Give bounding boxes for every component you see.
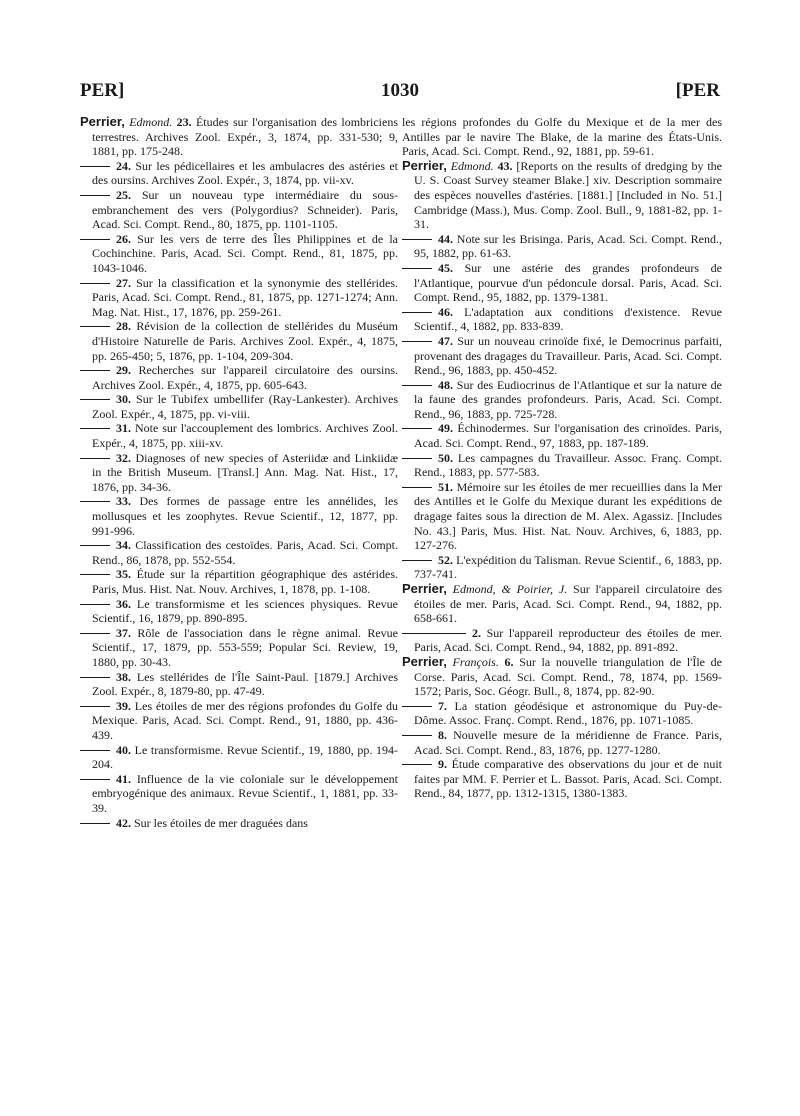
- entry-number: 42.: [116, 815, 131, 830]
- entry-text: Sur la classification et la synonymie des stellérides. Paris, Acad. Sci. Compt. Rend., 81, 1875, pp. 1271-1274; Ann. Mag. Nat. Hist., 17, 1876, pp. 259-261.: [92, 275, 398, 319]
- entry-text: Nouvelle mesure de la méridienne de France. Paris, Acad. Sci. Compt. Rend., 83, 1876, pp. 1277-1280.: [414, 727, 723, 757]
- entry-number: 30.: [116, 392, 131, 407]
- entry-number: 31.: [116, 421, 131, 436]
- left-column: [80, 115, 398, 830]
- ditto-rule: [80, 501, 110, 502]
- ditto-rule: [402, 458, 432, 459]
- entry-text: Études sur l'organisation des lombriciens terrestres. Archives Zool. Expér., 3, 1874, pp. 331-530; 9, 1881, pp. 175-248.: [92, 115, 399, 159]
- entry-number: 47.: [438, 333, 453, 348]
- entry-number: 26.: [116, 231, 131, 246]
- entry-number: 39.: [116, 698, 131, 713]
- page-number: 1030: [381, 80, 419, 101]
- entry-number: 34.: [116, 538, 131, 553]
- entry-text: Recherches sur l'appareil circulatoire des oursins. Archives Zool. Expér., 4, 1875, pp. 605-643.: [92, 363, 399, 392]
- ditto-rule: [402, 268, 432, 269]
- bibliography-entry: [80, 494, 398, 538]
- bibliography-entry: [402, 626, 722, 655]
- entry-text: Note sur les Brisinga. Paris, Acad. Sci. Compt. Rend., 95, 1882, pp. 61-63.: [414, 231, 722, 261]
- entry-text: Note sur l'accouplement des lombrics. Archives Zool. Expér., 4, 1875, pp. xiii-xv.: [92, 421, 398, 451]
- entry-text: Sur l'appareil reproducteur des étoiles de mer. Paris, Acad. Sci. Compt. Rend., 94, 1882, pp. 891-892.: [414, 625, 723, 655]
- entry-number: 49.: [438, 421, 453, 436]
- entry-text: Sur un nouveau crinoïde fixé, le Democrinus parfaiti, provenant des dragages du Travailleur. Paris, Acad. Sci. Compt. Rend., 96, 1883, pp. 450-452.: [414, 333, 722, 378]
- ditto-rule: [80, 195, 110, 196]
- bibliography-entry: [402, 699, 722, 728]
- ditto-rule: [402, 312, 432, 313]
- entry-text: Sur une astérie des grandes profondeurs de l'Atlantique, pourvue d'un pédoncule dorsal. Paris, Acad. Sci. Compt. Rend., 95, 1882, pp. 1379-1381.: [414, 260, 723, 305]
- bibliography-entry: [80, 188, 398, 232]
- bibliography-entry: [80, 670, 398, 699]
- bibliography-entry: [402, 334, 722, 378]
- bibliography-entry: [402, 451, 722, 480]
- entry-number: 28.: [116, 319, 131, 334]
- entry-number: 25.: [116, 187, 131, 202]
- entry-number: 36.: [116, 596, 131, 611]
- entry-text: Étude sur la répartition géographique des astérides. Paris, Mus. Hist. Nat. Nouv. Archives, 1, 1878, pp. 1-108.: [92, 567, 399, 596]
- entry-number: 52.: [438, 552, 453, 567]
- page-header: [80, 80, 720, 106]
- ditto-rule: [402, 735, 432, 736]
- entry-text: [Reports on the results of dredging by the U. S. Coast Survey steamer Blake.] xiv. Description sommaire des espèces nouvelles d'astéries. [1881.] [Included in No. 51.] Cambridge (Mass.), Mus. Comp. Zool. Bull., 9, 1881-82, pp. 1-31.: [414, 158, 723, 232]
- author-given-name: Edmond.: [450, 158, 494, 173]
- bibliography-entry: [402, 261, 722, 305]
- bibliography-entry: [80, 451, 398, 495]
- bibliography-entry: [80, 392, 398, 421]
- author-given-name: Edmond, & Poirier, J.: [452, 582, 568, 596]
- ditto-rule: [80, 283, 110, 284]
- ditto-rule: [80, 779, 110, 780]
- entry-number: 29.: [116, 363, 131, 378]
- bibliography-entry: [80, 538, 398, 567]
- entry-text: Le transformisme et les sciences physiques. Revue Scientif., 16, 1879, pp. 890-895.: [92, 596, 398, 626]
- ditto-rule: [402, 633, 466, 634]
- ditto-rule: [80, 428, 110, 429]
- entry-number: 46.: [438, 304, 453, 319]
- bibliography-entry: [80, 276, 398, 320]
- entry-text: Sur les étoiles de mer draguées dans: [134, 815, 308, 830]
- entry-text: Échinodermes. Sur l'organisation des crinoïdes. Paris, Acad. Sci. Compt. Rend., 97, 1883, pp. 187-189.: [414, 421, 722, 451]
- entry-text: Sur les pédicellaires et les ambulacres des astéries et des oursins. Archives Zool. Expér., 3, 1874, pp. vii-xv.: [92, 158, 398, 188]
- ditto-rule: [80, 326, 110, 327]
- bibliography-entry: [80, 232, 398, 276]
- entry-number: 51.: [438, 479, 453, 494]
- bibliography-entry: [80, 699, 398, 743]
- entry-number: 44.: [438, 231, 453, 246]
- ditto-rule: [80, 458, 110, 459]
- ditto-rule: [402, 385, 432, 386]
- entry-text: Le transformisme. Revue Scientif., 19, 1880, pp. 194-204.: [92, 742, 399, 772]
- bibliography-entry: [80, 597, 398, 626]
- entry-text: Sur l'appareil circulatoire des étoiles de mer. Paris, Acad. Sci. Compt. Rend., 94, 1882, pp. 658-661.: [414, 582, 722, 626]
- entry-text: Les stellérides de l'Île Saint-Paul. [1879.] Archives Zool. Expér., 8, 1879-80, pp. 47-49.: [92, 669, 398, 699]
- ditto-rule: [402, 428, 432, 429]
- entry-text: Sur les vers de terre des Îles Philippines et de la Cochinchine. Paris, Acad. Sci. Compt. Rend., 81, 1875, pp. 1043-1046.: [92, 231, 398, 275]
- entry-number: 45.: [438, 260, 453, 275]
- bibliography-entry: [402, 421, 722, 450]
- bibliography-entry: [402, 480, 722, 553]
- entry-number: 37.: [116, 625, 131, 640]
- entry-text: L'expédition du Talisman. Revue Scientif., 6, 1883, pp. 737-741.: [414, 552, 723, 582]
- bibliography-entry: [402, 305, 722, 334]
- entry-text: les régions profondes du Golfe du Mexique et de la mer des Antilles par le navire The Blake, de la marine des États-Unis. Paris, Acad. Sci. Compt. Rend., 92, 1881, pp. 59-61.: [402, 115, 722, 159]
- ditto-rule: [80, 370, 110, 371]
- bibliography-entry: [80, 319, 398, 363]
- ditto-rule: [80, 823, 110, 824]
- entry-number: 24.: [116, 158, 131, 173]
- ditto-rule: [80, 166, 110, 167]
- ditto-rule: [80, 545, 110, 546]
- entry-text: L'adaptation aux conditions d'existence. Revue Scientif., 4, 1882, pp. 833-839.: [414, 304, 723, 334]
- bibliography-entry: [80, 159, 398, 188]
- ditto-rule: [402, 341, 432, 342]
- entry-text: Des formes de passage entre les annélides, les mollusques et les zoophytes. Revue Scientif., 12, 1877, pp. 991-996.: [92, 494, 399, 538]
- ditto-rule: [402, 487, 432, 488]
- bibliography-entry: [80, 772, 398, 816]
- bibliography-entry: [402, 728, 722, 757]
- author-surname: Perrier,: [402, 581, 447, 596]
- author-surname: Perrier,: [402, 157, 447, 173]
- entry-number: 6.: [504, 654, 514, 669]
- author-given-name: François.: [452, 654, 499, 669]
- bibliography-entry: [80, 115, 398, 159]
- ditto-rule: [80, 706, 110, 707]
- entry-text: Révision de la collection de stellérides du Muséum d'Histoire Naturelle de Paris. Archives Zool. Expér., 4, 1875, pp. 265-450; 5, 1876, pp. 1-104, 209-304.: [92, 319, 399, 363]
- bibliography-entry: [402, 378, 722, 422]
- header-left: PER]: [80, 80, 125, 101]
- entry-number: 48.: [438, 377, 453, 392]
- entry-number: 38.: [116, 669, 131, 684]
- ditto-rule: [80, 399, 110, 400]
- entry-text: Sur le Tubifex umbellifer (Ray-Lankester). Archives Zool. Expér., 4, 1875, pp. vi-viii.: [92, 392, 398, 421]
- entry-number: 32.: [116, 450, 131, 465]
- ditto-rule: [402, 764, 432, 765]
- entry-number: 7.: [438, 698, 447, 713]
- author-given-name: Edmond.: [129, 115, 173, 129]
- bibliography-entry: [402, 232, 722, 261]
- entry-number: 8.: [438, 727, 447, 742]
- ditto-rule: [80, 604, 110, 605]
- entry-number: 33.: [116, 494, 131, 509]
- entry-text: Sur des Eudiocrinus de l'Atlantique et sur la nature de la faune des grandes profondeurs. Paris, Acad. Sci. Compt. Rend., 96, 1883, pp. 725-728.: [414, 377, 722, 421]
- bibliography-entry: [402, 553, 722, 582]
- entry-number: 2.: [472, 625, 481, 640]
- bibliography-entry: [80, 626, 398, 670]
- entry-text: Rôle de l'association dans le règne animal. Revue Scientif., 17, 1879, pp. 553-559; Popular Sci. Review, 19, 1880, pp. 30-43.: [92, 625, 399, 669]
- ditto-rule: [80, 750, 110, 751]
- entry-number: 41.: [116, 771, 131, 786]
- entry-text: Sur un nouveau type intermédiaire du sous-embranchement des vers (Polygordius? Schneider). Paris, Acad. Sci. Compt. Rend., 80, 1875, pp. 1101-1105.: [92, 187, 399, 232]
- bibliography-entry: [402, 159, 722, 232]
- header-right: [PER: [675, 80, 720, 101]
- entry-text: Les étoiles de mer des régions profondes du Golfe du Mexique. Paris, Acad. Sci. Compt. Rend., 91, 1880, pp. 436-439.: [92, 698, 399, 742]
- entry-text: Mémoire sur les étoiles de mer recueillies dans la Mer des Antilles et le Golfe du Mexique durant les expéditions de dragage faites sous la direction de M. Alex. Agassiz. [Includes No. 43.] Paris, Mus. Hist. Nat. Nouv. Archives, 6, 1883, pp. 127-276.: [414, 479, 722, 553]
- entry-text: Diagnoses of new species of Asteriidæ and Linkiidæ in the British Museum. [Transl.] Ann. Mag. Nat. Hist., 17, 1876, pp. 34-36.: [92, 450, 399, 494]
- bibliography-entry: [80, 363, 398, 392]
- ditto-rule: [402, 706, 432, 707]
- ditto-rule: [402, 239, 432, 240]
- ditto-rule: [402, 560, 432, 561]
- entry-number: 27.: [116, 275, 131, 290]
- entry-number: 9.: [438, 757, 447, 772]
- ditto-rule: [80, 677, 110, 678]
- entry-text: Sur la nouvelle triangulation de l'Île de Corse. Paris, Acad. Sci. Compt. Rend., 78, 1874, pp. 1569-1572; Paris, Soc. Géogr. Bull., 8, 1874, pp. 82-90.: [414, 654, 722, 699]
- entry-text: Les campagnes du Travailleur. Assoc. Franç. Compt. Rend., 1883, pp. 577-583.: [414, 450, 722, 480]
- ditto-rule: [80, 239, 110, 240]
- bibliography-entry: [402, 655, 722, 699]
- entry-number: 35.: [116, 567, 131, 582]
- entry-number: 50.: [438, 450, 453, 465]
- ditto-rule: [80, 633, 110, 634]
- entry-number: 40.: [116, 742, 131, 757]
- bibliography-entry: [402, 582, 722, 626]
- bibliography-entry: [80, 743, 398, 772]
- entry-text: Classification des cestoïdes. Paris, Acad. Sci. Compt. Rend., 86, 1878, pp. 552-554.: [92, 538, 399, 567]
- entry-number: 23.: [176, 115, 192, 129]
- entry-text: Étude comparative des observations du jour et de nuit faites par MM. F. Perrier et L. Bassot. Paris, Acad. Sci. Compt. Rend., 84, 1877, pp. 1312-1315, 1380-1383.: [414, 757, 722, 801]
- bibliography-entry: [80, 567, 398, 596]
- right-column: [402, 115, 722, 801]
- entry-text: Influence de la vie coloniale sur le développement embryogénique des animaux. Revue Scientif., 1, 1881, pp. 33-39.: [92, 771, 398, 815]
- bibliography-entry: [80, 816, 398, 831]
- entry-text: La station géodésique et astronomique du Puy-de-Dôme. Assoc. Franç. Compt. Rend., 1876, pp. 1071-1085.: [414, 698, 722, 728]
- bibliography-entry: [402, 115, 722, 159]
- bibliography-entry: [402, 757, 722, 801]
- bibliography-entry: [80, 421, 398, 450]
- entry-number: 43.: [497, 158, 513, 173]
- ditto-rule: [80, 574, 110, 575]
- author-surname: Perrier,: [402, 653, 447, 669]
- author-surname: Perrier,: [80, 114, 125, 129]
